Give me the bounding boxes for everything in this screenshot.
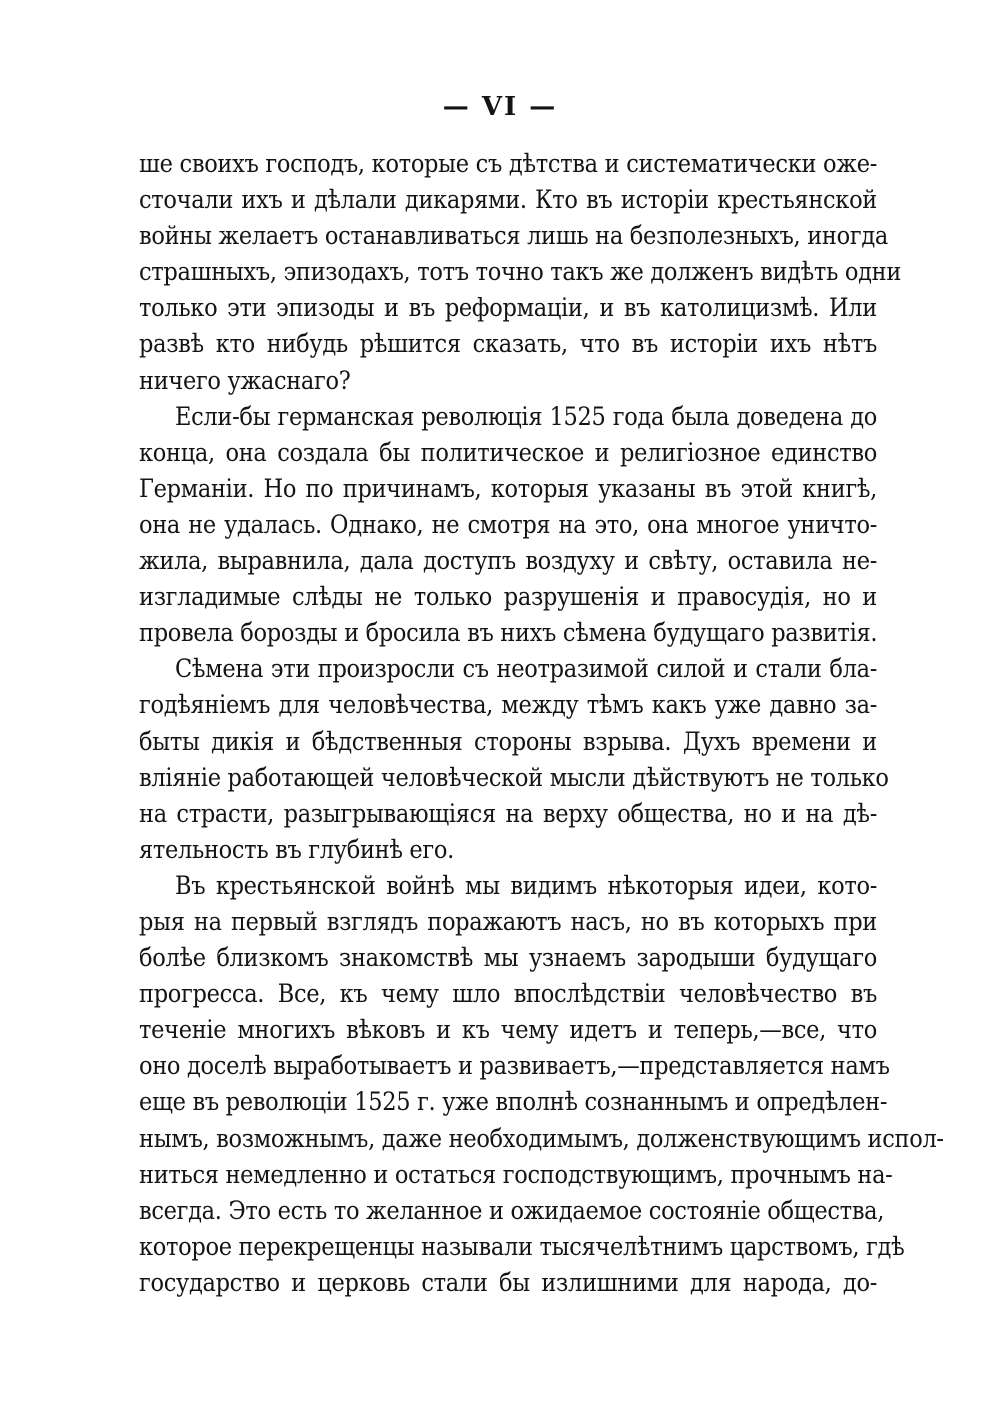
text-line: жила, выравнила, дала доступъ воздуху и свѣту, оставила не- bbox=[139, 546, 877, 576]
text-line: ниться немедленно и остаться господствующимъ, прочнымъ на- bbox=[139, 1159, 893, 1189]
paragraph-1 bbox=[139, 146, 902, 399]
text-line: страшныхъ, эпизодахъ, тотъ точно такъ же долженъ видѣть одни bbox=[139, 257, 902, 287]
text-line: прогресса. Все, къ чему шло впослѣдствіи человѣчество въ bbox=[139, 979, 877, 1009]
text-line: ше своихъ господъ, которые съ дѣтства и систематически оже- bbox=[139, 149, 877, 178]
text-line: всегда. Это есть то желанное и ожидаемое состояніе общества, bbox=[139, 1195, 885, 1225]
text-line: сточали ихъ и дѣлали дикарями. Кто въ исторіи крестьянской bbox=[139, 185, 877, 215]
paragraph-3 bbox=[139, 651, 889, 868]
page-number: — VI — bbox=[442, 92, 558, 122]
text-line: только эти эпизоды и въ реформаціи, и въ католицизмѣ. Или bbox=[139, 293, 877, 323]
text-line: ятельность въ глубинѣ его. bbox=[139, 834, 454, 864]
text-line: которое перекрещенцы называли тысячелѣтнимъ царствомъ, гдѣ bbox=[139, 1231, 905, 1261]
text-line: вліяніе работающей человѣческой мысли дѣйствуютъ не только bbox=[139, 762, 889, 792]
text-line: болѣе близкомъ знакомствѣ мы узнаемъ зародыши будущаго bbox=[139, 943, 877, 973]
text-line: государство и церковь стали бы излишними для народа, до- bbox=[139, 1267, 877, 1297]
paragraph-2 bbox=[139, 399, 877, 652]
text-line: теченіе многихъ вѣковъ и къ чему идетъ и теперь,—все, что bbox=[139, 1015, 877, 1045]
text-line: Сѣмена эти произросли съ неотразимой силой и стали бла- bbox=[175, 654, 877, 684]
text-line: провела борозды и бросила въ нихъ сѣмена будущаго развитія. bbox=[139, 618, 878, 648]
text-line: Если-бы германская революція 1525 года была доведена до bbox=[175, 401, 877, 431]
text-line: ничего ужаснаго? bbox=[139, 365, 351, 395]
text-line: годѣяніемъ для человѣчества, между тѣмъ какъ уже давно за- bbox=[139, 690, 877, 720]
text-line: быты дикія и бѣдственныя стороны взрыва. Духъ времени и bbox=[139, 726, 877, 756]
paragraph-4 bbox=[139, 868, 944, 1301]
text-line: на страсти, разыгрывающіяся на верху общества, но и на дѣ- bbox=[139, 798, 877, 828]
text-line: Въ крестьянской войнѣ мы видимъ нѣкоторыя идеи, кото- bbox=[175, 870, 877, 900]
text-line: оно доселѣ выработываетъ и развиваетъ,—представляется намъ bbox=[139, 1051, 890, 1081]
text-line: войны желаетъ останавливаться лишь на безполезныхъ, иногда bbox=[139, 221, 888, 251]
text-line: изгладимые слѣды не только разрушенія и правосудія, но и bbox=[139, 582, 877, 612]
body-text bbox=[139, 146, 944, 1301]
text-line: еще въ революціи 1525 г. уже вполнѣ сознаннымъ и опредѣлен- bbox=[139, 1087, 888, 1117]
text-line: рыя на первый взглядъ поражаютъ насъ, но въ которыхъ при bbox=[139, 906, 877, 936]
text-line: конца, она создала бы политическое и религіозное единство bbox=[139, 437, 877, 467]
text-line: развѣ кто нибудь рѣшится сказать, что въ исторіи ихъ нѣтъ bbox=[139, 329, 877, 359]
text-line: нымъ, возможнымъ, даже необходимымъ, долженствующимъ испол- bbox=[139, 1123, 944, 1153]
text-line: она не удалась. Однако, не смотря на это, она многое уничто- bbox=[139, 509, 877, 539]
text-line: Германіи. Но по причинамъ, которыя указаны въ этой книгѣ, bbox=[139, 473, 877, 503]
